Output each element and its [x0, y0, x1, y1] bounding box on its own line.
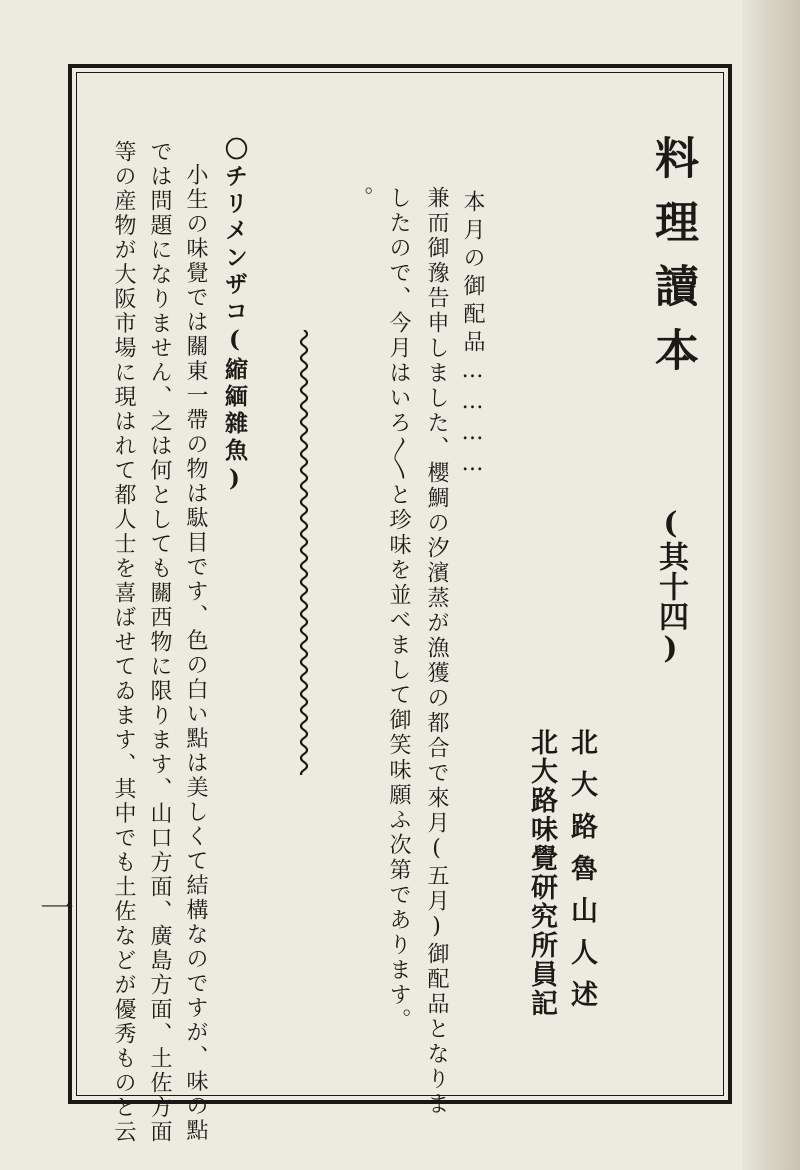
page-title: 料理讀本: [647, 135, 698, 391]
page-edge: [742, 0, 800, 1170]
item-heading: 〇チリメンザコ(縮緬雜魚): [221, 137, 248, 496]
page-number: 一: [40, 889, 74, 929]
intro-line: したので、今月はいろ〳〵と珍味を並べまして御笑味願ふ次第であります。: [386, 186, 411, 1033]
intro-line: 。: [348, 186, 373, 211]
wavy-divider: [292, 330, 316, 775]
page-subtitle: (其十四): [653, 506, 688, 666]
author-line: 北大路魯山人述: [566, 728, 597, 1022]
body-line: 等の産物が大阪市場に現はれて都人士を喜ばせてゐます、其中でも土佐などが優秀ものと云: [111, 140, 136, 1145]
intro-line: 兼而御豫告申しました、櫻鯛の汐濱蒸が漁獲の都合で來月(五月)御配品となりま: [424, 186, 449, 1117]
body-line: 小生の味覺では關東一帶の物は駄目です、色の白い點は美しくて結構なのですが、味の點: [183, 163, 208, 1143]
body-line: では問題になりません、之は何としても關西物に限ります、山口方面、廣島方面、土佐方面: [147, 140, 172, 1145]
intro-heading: 本月の御配品…………: [460, 190, 485, 482]
recorder-line: 北大路味覺研究所員記: [526, 728, 557, 1018]
